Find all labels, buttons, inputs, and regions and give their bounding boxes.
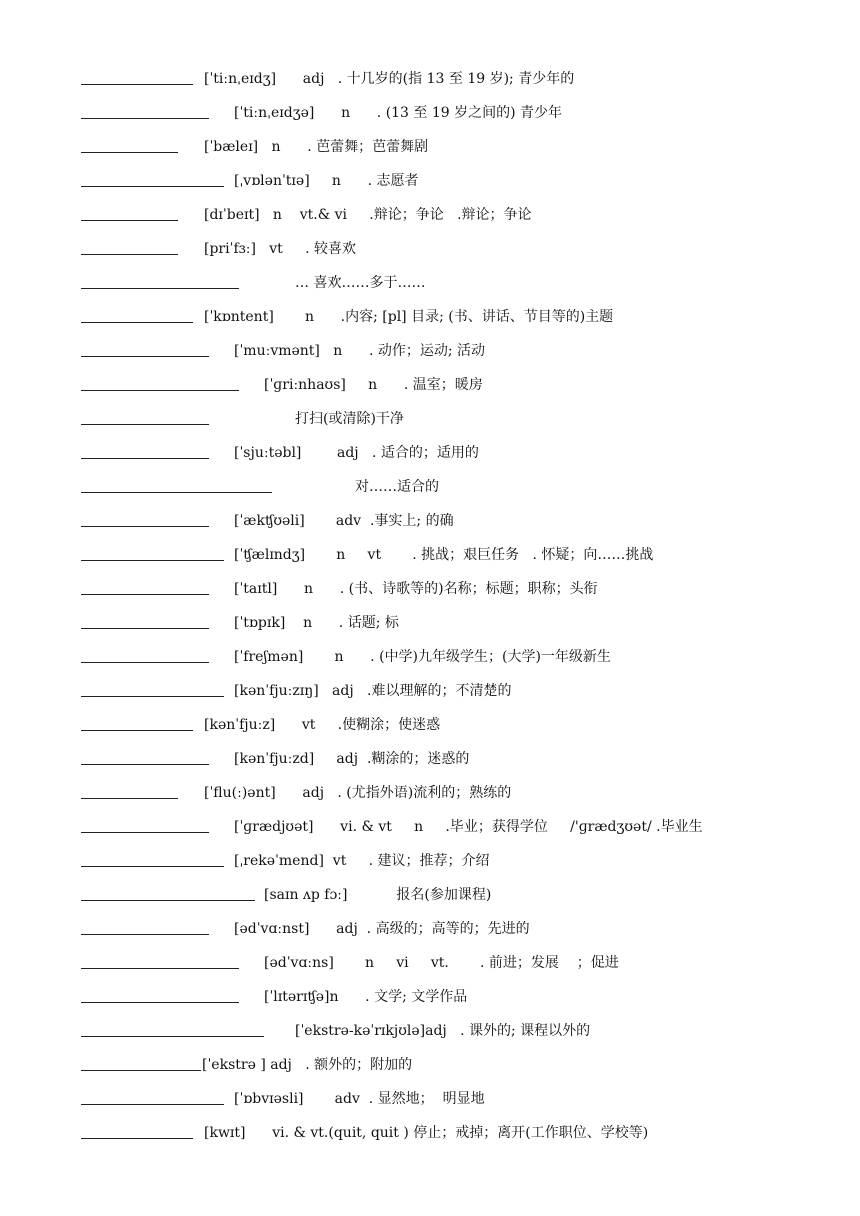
entry-text: [ˌrekəˈmend] vt . 建议；推荐；介绍 [234, 853, 490, 869]
answer-blank[interactable] [81, 70, 193, 85]
answer-blank[interactable] [81, 376, 239, 391]
answer-blank[interactable] [81, 750, 209, 765]
list-item [0, 274, 860, 294]
entry-text: [ˈækʧʊəli] adv .事实上; 的确 [234, 513, 454, 529]
answer-blank[interactable] [81, 308, 193, 323]
entry-text: [ədˈvɑːns] n vi vt. . 前进；发展 ；促进 [264, 955, 619, 971]
entry-text: [ˈʧælɪndʒ] n vt . 挑战；艰巨任务 . 怀疑；向……挑战 [234, 547, 654, 563]
list-item [0, 1124, 860, 1144]
answer-blank[interactable] [81, 240, 178, 255]
entry-text: [ˌvɒlənˈtɪə] n . 志愿者 [234, 173, 419, 189]
answer-blank[interactable] [81, 648, 209, 663]
answer-blank[interactable] [81, 852, 224, 867]
list-item [0, 920, 860, 940]
entry-text: [ˈbæleɪ] n . 芭蕾舞；芭蕾舞剧 [204, 139, 429, 155]
entry-text: [kwɪt] vi. & vt.(quit, quit ) 停止；戒掉；离开(工作职位、学校等) [204, 1125, 649, 1141]
answer-blank[interactable] [81, 138, 178, 153]
list-item [0, 1056, 860, 1076]
entry-text: [priˈfɜː] vt . 较喜欢 [204, 241, 356, 257]
answer-blank[interactable] [81, 988, 239, 1003]
entry-text: [kənˈfjuːz] vt .使糊涂；使迷惑 [204, 717, 441, 733]
list-item [0, 342, 860, 362]
answer-blank[interactable] [81, 580, 209, 595]
answer-blank[interactable] [81, 1090, 224, 1105]
answer-blank[interactable] [81, 342, 209, 357]
entry-text: [ˈlɪtərɪʧə]n . 文学; 文学作品 [264, 989, 468, 1005]
answer-blank[interactable] [81, 444, 209, 459]
list-item [0, 206, 860, 226]
list-item [0, 988, 860, 1008]
answer-blank[interactable] [81, 682, 224, 697]
list-item [0, 172, 860, 192]
entry-text: [ˈkɒntent] n .内容; [pl] 目录; (书、讲话、节目等的)主题 [204, 309, 614, 325]
entry-text: [ˈfreʃmən] n . (中学)九年级学生；(大学)一年级新生 [234, 649, 611, 665]
list-item [0, 614, 860, 634]
list-item [0, 784, 860, 804]
entry-text: [ˈtiːnˌeɪdʒə] n . (13 至 19 岁之间的) 青少年 [234, 105, 563, 121]
list-item [0, 410, 860, 430]
answer-blank[interactable] [81, 1056, 201, 1071]
entry-text: [ˈsjuːtəbl] adj . 适合的；适用的 [234, 445, 479, 461]
answer-blank[interactable] [81, 172, 224, 187]
list-item [0, 818, 860, 838]
list-item [0, 580, 860, 600]
list-item [0, 682, 860, 702]
entry-text: 对……适合的 [355, 479, 439, 495]
list-item [0, 376, 860, 396]
answer-blank[interactable] [81, 716, 193, 731]
answer-blank[interactable] [81, 818, 209, 833]
answer-blank[interactable] [81, 512, 209, 527]
answer-blank[interactable] [81, 274, 239, 289]
list-item [0, 546, 860, 566]
list-item [0, 886, 860, 906]
list-item [0, 104, 860, 124]
entry-text: … 喜欢……多于…… [295, 275, 426, 291]
entry-text: [ˈekstrə-kəˈrɪkjʊlə]adj . 课外的; 课程以外的 [295, 1023, 591, 1039]
answer-blank[interactable] [81, 614, 209, 629]
entry-text: [ˈekstrə ] adj . 额外的；附加的 [202, 1057, 413, 1073]
list-item [0, 648, 860, 668]
answer-blank[interactable] [81, 104, 209, 119]
answer-blank[interactable] [81, 206, 178, 221]
entry-text: [saɪn ʌp fɔː] 报名(参加课程) [264, 887, 492, 903]
answer-blank[interactable] [81, 784, 178, 799]
list-item [0, 852, 860, 872]
list-item [0, 1022, 860, 1042]
entry-text: [ˈflu(ː)ənt] adj . (尤指外语)流利的；熟练的 [204, 785, 512, 801]
list-item [0, 478, 860, 498]
list-item [0, 512, 860, 532]
list-item [0, 954, 860, 974]
entry-text: [ˈtaɪtl] n . (书、诗歌等的)名称；标题；职称；头衔 [234, 581, 598, 597]
entry-text: [ˈmuːvmənt] n . 动作；运动; 活动 [234, 343, 486, 359]
list-item [0, 444, 860, 464]
entry-text: 打扫(或清除)干净 [295, 411, 404, 427]
answer-blank[interactable] [81, 410, 209, 425]
entry-text: [kənˈfjuːzd] adj .糊涂的；迷惑的 [234, 751, 470, 767]
entry-text: [ˈtiːnˌeɪdʒ] adj . 十几岁的(指 13 至 19 岁); 青少年的 [204, 71, 575, 87]
entry-text: [ˈtɒpɪk] n . 话题; 标 [234, 615, 399, 631]
list-item [0, 308, 860, 328]
list-item [0, 70, 860, 90]
entry-text: [dɪˈbeɪt] n vt.& vi .辩论；争论 .辩论；争论 [204, 207, 532, 223]
entry-text: [ˈɡriːnhaʊs] n . 温室；暖房 [264, 377, 483, 393]
list-item [0, 716, 860, 736]
answer-blank[interactable] [81, 1124, 193, 1139]
list-item [0, 750, 860, 770]
answer-blank[interactable] [81, 478, 272, 493]
list-item [0, 240, 860, 260]
answer-blank[interactable] [81, 954, 239, 969]
answer-blank[interactable] [81, 546, 224, 561]
answer-blank[interactable] [81, 920, 209, 935]
list-item [0, 138, 860, 158]
entry-text: [ˈɒbvɪəsli] adv . 显然地； 明显地 [234, 1091, 485, 1107]
answer-blank[interactable] [81, 1022, 264, 1037]
entry-text: [kənˈfjuːzɪŋ] adj .难以理解的；不清楚的 [234, 683, 512, 699]
entry-text: [ˈɡrædjʊət] vi. & vt n .毕业；获得学位 /'ɡrædʒʊət/ .毕业生 [234, 819, 703, 835]
answer-blank[interactable] [81, 886, 255, 901]
list-item [0, 1090, 860, 1110]
entry-text: [ədˈvɑːnst] adj . 高级的；高等的；先进的 [234, 921, 530, 937]
